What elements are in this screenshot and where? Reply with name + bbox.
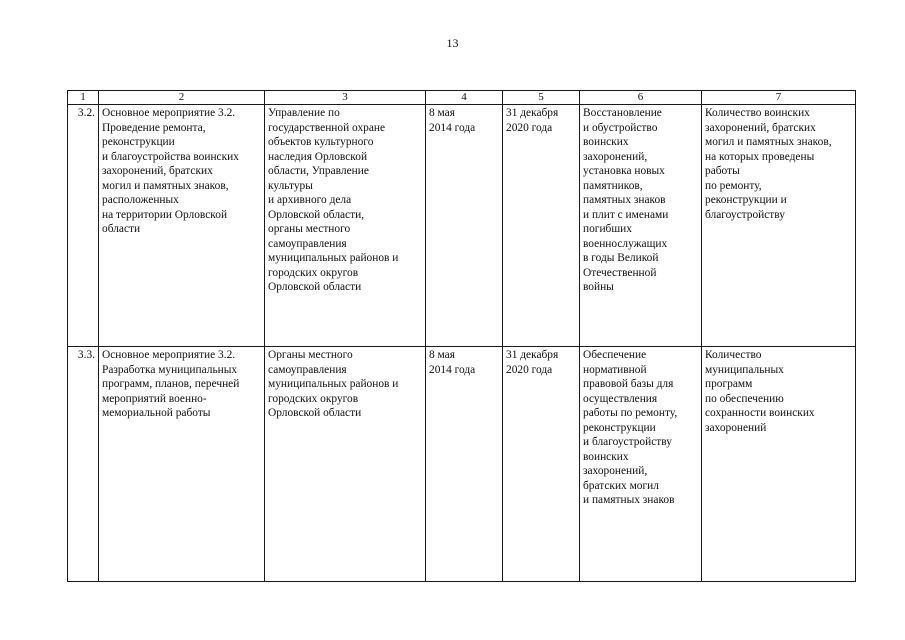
start-date-cell: 8 мая 2014 года xyxy=(426,105,503,347)
event-cell: Основное мероприятие 3.2. Разработка муниципальных программ, планов, перечней мероприятий военно- мемориальной работы xyxy=(99,347,265,582)
event-cell: Основное мероприятие 3.2. Проведение ремонта, реконструкции и благоустройства воинских захоронений, братских могил и памятных знаков, расположенных на территории Орловской области xyxy=(99,105,265,347)
executor-cell: Управление по государственной охране объектов культурного наследия Орловской области, Управление культуры и архивного дела Орловской области, органы местного самоуправления муниципальных районов и городских округов Орловской области xyxy=(265,105,426,347)
table-row xyxy=(68,347,856,582)
column-header-1: 1 xyxy=(68,91,99,105)
column-header-4: 4 xyxy=(426,91,503,105)
result-cell: Обеспечение нормативной правовой базы для осуществления работы по ремонту, реконструкции и благоустройству воинских захоронений, братских могил и памятных знаков xyxy=(580,347,702,582)
column-header-7: 7 xyxy=(702,91,856,105)
indicator-cell: Количество муниципальных программ по обеспечению сохранности воинских захоронений xyxy=(702,347,856,582)
row-number: 3.2. xyxy=(68,105,99,347)
column-header-2: 2 xyxy=(99,91,265,105)
header-row xyxy=(68,91,856,105)
column-header-5: 5 xyxy=(503,91,580,105)
table-row xyxy=(68,105,856,347)
executor-cell: Органы местного самоуправления муниципальных районов и городских округов Орловской области xyxy=(265,347,426,582)
start-date-cell: 8 мая 2014 года xyxy=(426,347,503,582)
column-header-3: 3 xyxy=(265,91,426,105)
end-date-cell: 31 декабря 2020 года xyxy=(503,105,580,347)
result-cell: Восстановление и обустройство воинских захоронений, установка новых памятников, памятных знаков и плит с именами погибших военнослужащих в годы Великой Отечественной войны xyxy=(580,105,702,347)
column-header-6: 6 xyxy=(580,91,702,105)
indicator-cell: Количество воинских захоронений, братских могил и памятных знаков, на которых проведены работы по ремонту, реконструкции и благоустройству xyxy=(702,105,856,347)
page-number: 13 xyxy=(446,36,459,50)
program-table xyxy=(67,90,856,582)
end-date-cell: 31 декабря 2020 года xyxy=(503,347,580,582)
row-number: 3.3. xyxy=(68,347,99,582)
